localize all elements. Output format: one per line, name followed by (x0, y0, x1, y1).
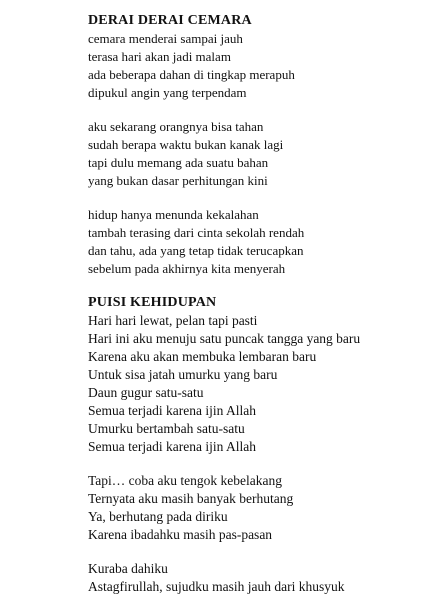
poem-line: tambah terasing dari cinta sekolah rendah (88, 225, 305, 240)
poem-line: Hari hari lewat, pelan tapi pasti (88, 313, 258, 328)
poem-line: Hari ini aku menuju satu puncak tangga yang baru (88, 331, 361, 346)
stanza-1 (88, 30, 433, 102)
stanza-3 (88, 560, 433, 596)
poem-line: Tapi… coba aku tengok kebelakang (88, 473, 282, 488)
poem-line: terasa hari akan jadi malam (88, 49, 231, 64)
poem-line: Ya, berhutang pada diriku (88, 509, 228, 524)
stanza-1 (88, 312, 433, 456)
poem-line: Astagfirullah, sujudku masih jauh dari khusyuk (88, 579, 345, 594)
poem-line: Semua terjadi karena ijin Allah (88, 403, 256, 418)
poem-line: Daun gugur satu-satu (88, 385, 204, 400)
poem-line: cemara menderai sampai jauh (88, 31, 243, 46)
poem-line: Umurku bertambah satu-satu (88, 421, 245, 436)
poem-title: DERAI DERAI CEMARA (88, 13, 252, 28)
poem-line: yang bukan dasar perhitungan kini (88, 173, 268, 188)
poem-line: tapi dulu memang ada suatu bahan (88, 155, 269, 170)
poem-line: Ternyata aku masih banyak berhutang (88, 491, 294, 506)
poem-line: Karena ibadahku masih pas-pasan (88, 527, 273, 542)
stanza-2 (88, 472, 433, 544)
poem-title: PUISI KEHIDUPAN (88, 295, 217, 310)
poem-line: aku sekarang orangnya bisa tahan (88, 119, 264, 134)
document-page (88, 12, 433, 596)
poem-line: Untuk sisa jatah umurku yang baru (88, 367, 278, 382)
stanza-3 (88, 206, 433, 278)
poem-line: dan tahu, ada yang tetap tidak terucapkan (88, 243, 304, 258)
poem-line: dipukul angin yang terpendam (88, 85, 247, 100)
poem-line: sebelum pada akhirnya kita menyerah (88, 261, 286, 276)
poem-line: sudah berapa waktu bukan kanak lagi (88, 137, 284, 152)
poem-puisi-kehidupan (88, 294, 433, 596)
poem-derai-derai-cemara (88, 12, 433, 278)
poem-line: Karena aku akan membuka lembaran baru (88, 349, 317, 364)
poem-line: Kuraba dahiku (88, 561, 168, 576)
poem-line: Semua terjadi karena ijin Allah (88, 439, 256, 454)
poem-line: hidup hanya menunda kekalahan (88, 207, 259, 222)
poem-line: ada beberapa dahan di tingkap merapuh (88, 67, 295, 82)
stanza-2 (88, 118, 433, 190)
